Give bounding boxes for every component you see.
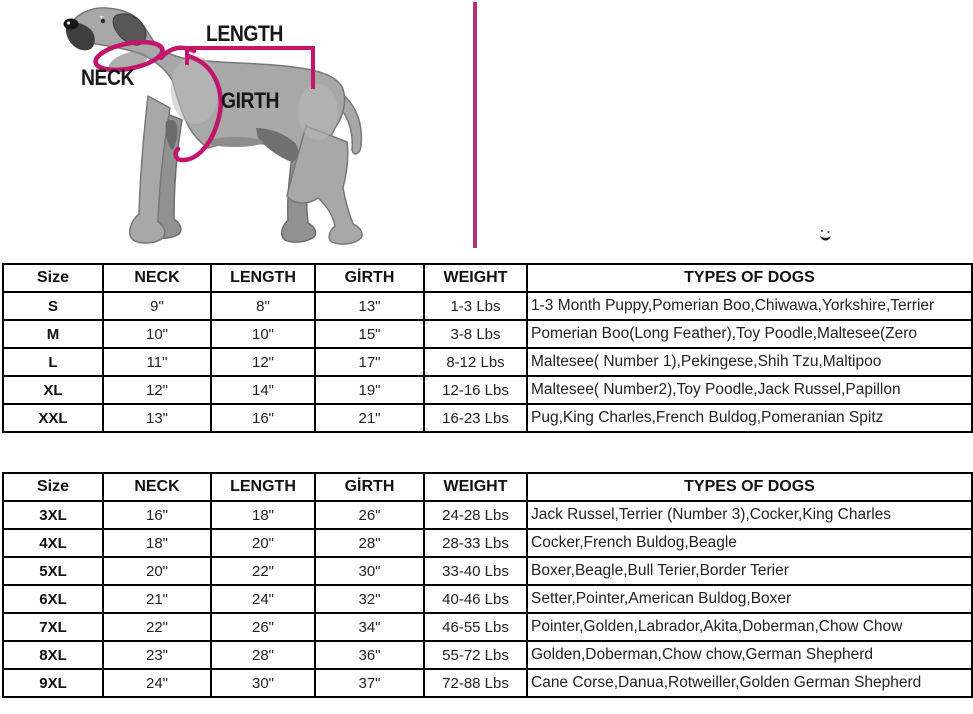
size-row-M (3, 320, 972, 348)
cell-size: 5XL (3, 557, 103, 585)
column-header-size: Size (3, 264, 103, 292)
column-header-types: TYPES OF DOGS (527, 473, 972, 501)
cell-neck: 10" (103, 320, 211, 348)
cell-length: 22" (211, 557, 315, 585)
cell-girth: 21" (315, 404, 424, 432)
cell-size: 7XL (3, 613, 103, 641)
cell-types: Pomerian Boo(Long Feather),Toy Poodle,Maltesee(Zero (527, 320, 972, 348)
dog-nostril (67, 21, 70, 24)
cell-girth: 30" (315, 557, 424, 585)
cell-weight: 24-28 Lbs (424, 501, 527, 529)
cell-types: Setter,Pointer,American Buldog,Boxer (527, 585, 972, 613)
cell-types: Jack Russel,Terrier (Number 3),Cocker,King Charles (527, 501, 972, 529)
size-row-4XL (3, 529, 972, 557)
cell-girth: 37" (315, 669, 424, 697)
length-label: LENGTH (206, 21, 283, 46)
cell-weight: 33-40 Lbs (424, 557, 527, 585)
size-row-8XL (3, 641, 972, 669)
size-row-9XL (3, 669, 972, 697)
size-row-L (3, 348, 972, 376)
cell-length: 30" (211, 669, 315, 697)
cell-length: 16" (211, 404, 315, 432)
cell-weight: 12-16 Lbs (424, 376, 527, 404)
cell-neck: 18" (103, 529, 211, 557)
column-header-weight: WEIGHT (424, 473, 527, 501)
cell-types: Pug,King Charles,French Buldog,Pomeranian Spitz (527, 404, 972, 432)
cell-girth: 26" (315, 501, 424, 529)
cell-length: 14" (211, 376, 315, 404)
dog-measurement-diagram (0, 0, 460, 258)
cell-types: Cane Corse,Danua,Rotweiller,Golden German Shepherd (527, 669, 972, 697)
cell-size: S (3, 292, 103, 320)
cell-length: 10" (211, 320, 315, 348)
girth-label: GIRTH (221, 88, 280, 113)
cell-weight: 1-3 Lbs (424, 292, 527, 320)
cell-types: Golden,Doberman,Chow chow,German Shepherd (527, 641, 972, 669)
column-header-weight: WEIGHT (424, 264, 527, 292)
column-header-neck: NECK (103, 473, 211, 501)
cell-neck: 24" (103, 669, 211, 697)
column-header-girth: GİRTH (315, 473, 424, 501)
column-header-length: LENGTH (211, 473, 315, 501)
cell-girth: 15" (315, 320, 424, 348)
cell-girth: 32" (315, 585, 424, 613)
cell-girth: 13" (315, 292, 424, 320)
cell-size: 4XL (3, 529, 103, 557)
size-row-XL (3, 376, 972, 404)
cell-length: 20" (211, 529, 315, 557)
size-chart-small-table (2, 263, 973, 433)
size-row-5XL (3, 557, 972, 585)
dog-brow-dot (100, 16, 102, 18)
cell-size: 6XL (3, 585, 103, 613)
cell-types: Maltesee( Number 1),Pekingese,Shih Tzu,Maltipoo (527, 348, 972, 376)
dog-eye (101, 19, 105, 23)
neck-label: NECK (81, 65, 135, 90)
header-row (3, 264, 972, 292)
column-header-size: Size (3, 473, 103, 501)
cell-types: 1-3 Month Puppy,Pomerian Boo,Chiwawa,Yorkshire,Terrier (527, 292, 972, 320)
cell-girth: 19" (315, 376, 424, 404)
cell-neck: 12" (103, 376, 211, 404)
column-header-neck: NECK (103, 264, 211, 292)
size-row-7XL (3, 613, 972, 641)
size-row-S (3, 292, 972, 320)
cell-types: Boxer,Beagle,Bull Terier,Border Terier (527, 557, 972, 585)
cell-size: 8XL (3, 641, 103, 669)
cell-weight: 72-88 Lbs (424, 669, 527, 697)
size-row-6XL (3, 585, 972, 613)
dog-thigh-highlight (298, 84, 338, 140)
cell-length: 18" (211, 501, 315, 529)
cell-size: XXL (3, 404, 103, 432)
cell-size: 3XL (3, 501, 103, 529)
cell-length: 28" (211, 641, 315, 669)
cell-neck: 20" (103, 557, 211, 585)
cell-neck: 16" (103, 501, 211, 529)
cell-types: Cocker,French Buldog,Beagle (527, 529, 972, 557)
cell-neck: 13" (103, 404, 211, 432)
cell-girth: 36" (315, 641, 424, 669)
cell-size: L (3, 348, 103, 376)
size-row-XXL (3, 404, 972, 432)
dog-belly-shadow (207, 137, 263, 147)
cell-types: Maltesee( Number2),Toy Poodle,Jack Russel,Papillon (527, 376, 972, 404)
cell-weight: 46-55 Lbs (424, 613, 527, 641)
cell-size: XL (3, 376, 103, 404)
cell-neck: 21" (103, 585, 211, 613)
column-header-types: TYPES OF DOGS (527, 264, 972, 292)
cell-size: M (3, 320, 103, 348)
cell-length: 26" (211, 613, 315, 641)
dog-shoulder-highlight (171, 56, 219, 124)
cell-neck: 11" (103, 348, 211, 376)
column-header-length: LENGTH (211, 264, 315, 292)
squiggle-mark (816, 226, 836, 246)
cell-weight: 3-8 Lbs (424, 320, 527, 348)
header-row (3, 473, 972, 501)
cell-girth: 17" (315, 348, 424, 376)
cell-weight: 55-72 Lbs (424, 641, 527, 669)
cell-length: 8" (211, 292, 315, 320)
cell-girth: 28" (315, 529, 424, 557)
cell-neck: 22" (103, 613, 211, 641)
cell-weight: 28-33 Lbs (424, 529, 527, 557)
vertical-divider-line (473, 2, 477, 248)
cell-weight: 16-23 Lbs (424, 404, 527, 432)
cell-types: Pointer,Golden,Labrador,Akita,Doberman,Chow Chow (527, 613, 972, 641)
cell-neck: 9" (103, 292, 211, 320)
cell-length: 24" (211, 585, 315, 613)
cell-length: 12" (211, 348, 315, 376)
cell-weight: 8-12 Lbs (424, 348, 527, 376)
cell-neck: 23" (103, 641, 211, 669)
size-row-3XL (3, 501, 972, 529)
dog-nose (64, 19, 79, 30)
cell-weight: 40-46 Lbs (424, 585, 527, 613)
cell-size: 9XL (3, 669, 103, 697)
column-header-girth: GİRTH (315, 264, 424, 292)
cell-girth: 34" (315, 613, 424, 641)
size-chart-large-table (2, 472, 973, 698)
